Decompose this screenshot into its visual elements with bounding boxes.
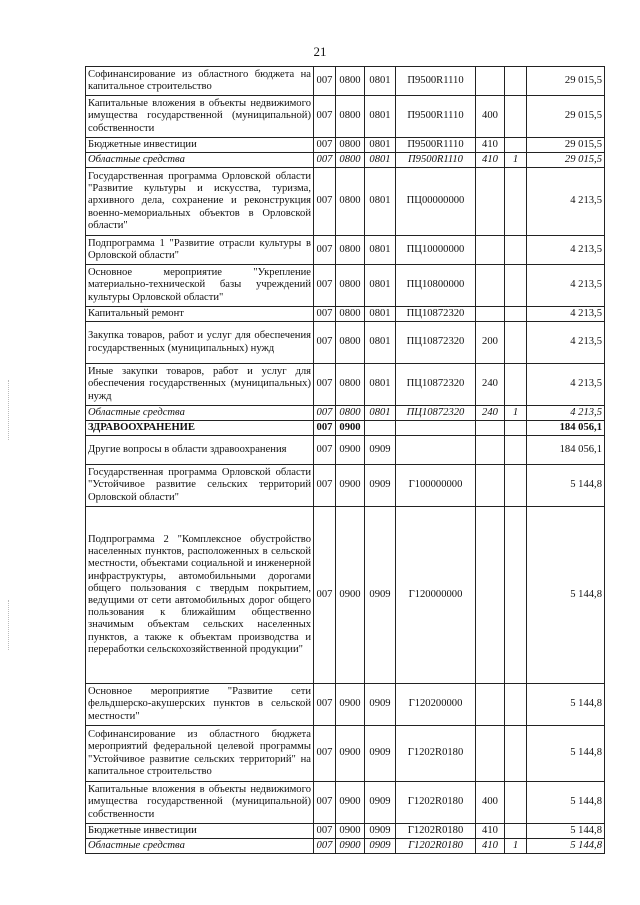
row-target-article: ПЦ10872320 [396, 322, 476, 364]
row-expense-type [476, 726, 505, 782]
row-ved-code: 007 [314, 824, 336, 839]
row-target-article: ПЦ10872320 [396, 307, 476, 322]
row-name: Другие вопросы в области здравоохранения [86, 436, 314, 465]
table-row [86, 96, 605, 138]
row-subsection-code [365, 421, 396, 436]
row-subsection-code: 0909 [365, 436, 396, 465]
row-subsection-code: 0801 [365, 96, 396, 138]
row-subsection-code: 0801 [365, 322, 396, 364]
row-expense-type [476, 465, 505, 507]
row-target-article: П9500R1110 [396, 67, 476, 96]
row-ved-code: 007 [314, 465, 336, 507]
row-amount: 29 015,5 [527, 96, 605, 138]
row-subsection-code: 0801 [365, 168, 396, 236]
row-subsection-code: 0909 [365, 507, 396, 684]
row-ved-code: 007 [314, 436, 336, 465]
row-section-code: 0900 [336, 782, 365, 824]
table-row [86, 265, 605, 307]
row-source [505, 307, 527, 322]
row-source [505, 824, 527, 839]
table-row [86, 307, 605, 322]
row-name: Иные закупки товаров, работ и услуг для обеспечения государственных (муниципальных) нужд [86, 364, 314, 406]
row-amount: 4 213,5 [527, 168, 605, 236]
row-name: Основное мероприятие "Развитие сети фельдшерско-акушерских пунктов в сельской местности" [86, 684, 314, 726]
row-source [505, 138, 527, 153]
row-target-article: П9500R1110 [396, 96, 476, 138]
row-amount: 184 056,1 [527, 436, 605, 465]
row-section-code: 0800 [336, 96, 365, 138]
row-source [505, 507, 527, 684]
row-ved-code: 007 [314, 684, 336, 726]
row-amount: 29 015,5 [527, 153, 605, 168]
table-row [86, 436, 605, 465]
table-row [86, 406, 605, 421]
row-name: Областные средства [86, 153, 314, 168]
row-section-code: 0800 [336, 168, 365, 236]
row-expense-type [476, 307, 505, 322]
row-amount: 29 015,5 [527, 138, 605, 153]
row-ved-code: 007 [314, 726, 336, 782]
row-expense-type: 400 [476, 96, 505, 138]
budget-table [85, 66, 605, 854]
table-row [86, 168, 605, 236]
table-row [86, 824, 605, 839]
row-ved-code: 007 [314, 322, 336, 364]
row-subsection-code: 0801 [365, 406, 396, 421]
row-source [505, 421, 527, 436]
row-target-article: Г120000000 [396, 507, 476, 684]
row-section-code: 0900 [336, 684, 365, 726]
row-name: Государственная программа Орловской области "Развитие культуры и искусства, туризма, архивного дела, сохранение и реконструкция военно-мемориальных объектов в Орловской области" [86, 168, 314, 236]
row-subsection-code: 0909 [365, 782, 396, 824]
table-row [86, 684, 605, 726]
row-name: Софинансирование из областного бюджета мероприятий федеральной целевой программы "Устойчивое развитие сельских территорий" на капитальное строительство [86, 726, 314, 782]
row-target-article: Г1202R0180 [396, 782, 476, 824]
row-section-code: 0800 [336, 322, 365, 364]
row-amount: 184 056,1 [527, 421, 605, 436]
row-subsection-code: 0801 [365, 67, 396, 96]
table-row [86, 421, 605, 436]
row-expense-type [476, 236, 505, 265]
row-name: Закупка товаров, работ и услуг для обеспечения государственных (муниципальных) нужд [86, 322, 314, 364]
row-expense-type [476, 507, 505, 684]
left-margin-marks [8, 600, 11, 650]
row-expense-type: 200 [476, 322, 505, 364]
row-section-code: 0800 [336, 67, 365, 96]
row-source: 1 [505, 153, 527, 168]
row-ved-code: 007 [314, 307, 336, 322]
row-amount: 5 144,8 [527, 782, 605, 824]
row-target-article: ПЦ00000000 [396, 168, 476, 236]
row-target-article: П9500R1110 [396, 153, 476, 168]
row-amount: 4 213,5 [527, 364, 605, 406]
row-subsection-code: 0801 [365, 364, 396, 406]
row-expense-type: 400 [476, 782, 505, 824]
row-source [505, 364, 527, 406]
row-section-code: 0900 [336, 465, 365, 507]
row-amount: 4 213,5 [527, 307, 605, 322]
row-name: Капитальный ремонт [86, 307, 314, 322]
row-subsection-code: 0801 [365, 307, 396, 322]
row-ved-code: 007 [314, 67, 336, 96]
row-section-code: 0800 [336, 153, 365, 168]
row-name: Подпрограмма 2 "Комплексное обустройство населенных пунктов, расположенных в сельской местности, объектами социальной и инженерной инфраструктуры, автомобильными дорогами общего пользования с твердым покрытием, ведущими от сети автомобильных дорог общего пользования к ближайшим общественно значимым объектам сельских населенных пунктов, а также к объектам производства и переработки сельскохозяйственной продукции" [86, 507, 314, 684]
table-row [86, 67, 605, 96]
row-source [505, 684, 527, 726]
row-name: Областные средства [86, 406, 314, 421]
row-source [505, 168, 527, 236]
row-ved-code: 007 [314, 782, 336, 824]
row-target-article: Г1202R0180 [396, 824, 476, 839]
row-source [505, 322, 527, 364]
row-target-article [396, 436, 476, 465]
row-amount: 4 213,5 [527, 406, 605, 421]
row-source [505, 236, 527, 265]
row-name: Бюджетные инвестиции [86, 824, 314, 839]
row-expense-type: 410 [476, 138, 505, 153]
row-ved-code: 007 [314, 153, 336, 168]
row-amount: 4 213,5 [527, 265, 605, 307]
row-subsection-code: 0801 [365, 236, 396, 265]
row-amount: 5 144,8 [527, 839, 605, 854]
row-section-code: 0800 [336, 307, 365, 322]
table-row [86, 726, 605, 782]
row-expense-type [476, 265, 505, 307]
row-expense-type: 410 [476, 824, 505, 839]
row-amount: 4 213,5 [527, 322, 605, 364]
row-section-code: 0800 [336, 138, 365, 153]
row-subsection-code: 0909 [365, 684, 396, 726]
row-section-code: 0900 [336, 436, 365, 465]
row-source [505, 265, 527, 307]
row-expense-type: 240 [476, 406, 505, 421]
row-target-article: Г1202R0180 [396, 839, 476, 854]
row-section-code: 0800 [336, 364, 365, 406]
row-amount: 5 144,8 [527, 726, 605, 782]
row-source: 1 [505, 406, 527, 421]
row-name: Бюджетные инвестиции [86, 138, 314, 153]
row-expense-type [476, 168, 505, 236]
table-row [86, 138, 605, 153]
row-name: ЗДРАВООХРАНЕНИЕ [86, 421, 314, 436]
row-subsection-code: 0801 [365, 153, 396, 168]
row-section-code: 0800 [336, 236, 365, 265]
row-ved-code: 007 [314, 364, 336, 406]
row-target-article: П9500R1110 [396, 138, 476, 153]
row-section-code: 0900 [336, 507, 365, 684]
row-ved-code: 007 [314, 406, 336, 421]
row-expense-type: 410 [476, 839, 505, 854]
table-row [86, 236, 605, 265]
table-row [86, 839, 605, 854]
row-expense-type [476, 67, 505, 96]
row-source [505, 67, 527, 96]
row-ved-code: 007 [314, 507, 336, 684]
row-amount: 5 144,8 [527, 824, 605, 839]
table-row [86, 507, 605, 684]
row-source: 1 [505, 839, 527, 854]
table-row [86, 364, 605, 406]
table-row [86, 153, 605, 168]
row-section-code: 0900 [336, 726, 365, 782]
row-target-article: Г1202R0180 [396, 726, 476, 782]
row-target-article: ПЦ10872320 [396, 364, 476, 406]
row-expense-type [476, 421, 505, 436]
row-subsection-code: 0909 [365, 824, 396, 839]
table-row [86, 465, 605, 507]
row-target-article [396, 421, 476, 436]
row-subsection-code: 0909 [365, 726, 396, 782]
row-ved-code: 007 [314, 138, 336, 153]
row-expense-type: 240 [476, 364, 505, 406]
row-name: Государственная программа Орловской области "Устойчивое развитие сельских территорий Орловской области" [86, 465, 314, 507]
row-name: Капитальные вложения в объекты недвижимого имущества государственной (муниципальной) собственности [86, 782, 314, 824]
row-target-article: ПЦ10000000 [396, 236, 476, 265]
row-source [505, 782, 527, 824]
table-row [86, 782, 605, 824]
row-source [505, 96, 527, 138]
row-amount: 4 213,5 [527, 236, 605, 265]
row-ved-code: 007 [314, 839, 336, 854]
row-subsection-code: 0909 [365, 839, 396, 854]
row-section-code: 0900 [336, 421, 365, 436]
row-subsection-code: 0801 [365, 138, 396, 153]
row-name: Основное мероприятие "Укрепление материально-технической базы учреждений культуры Орловской области" [86, 265, 314, 307]
row-source [505, 436, 527, 465]
row-expense-type: 410 [476, 153, 505, 168]
page-number: 21 [313, 44, 327, 59]
row-target-article: ПЦ10872320 [396, 406, 476, 421]
row-source [505, 726, 527, 782]
row-subsection-code: 0801 [365, 265, 396, 307]
row-expense-type [476, 684, 505, 726]
row-name: Софинансирование из областного бюджета на капитальное строительство [86, 67, 314, 96]
row-target-article: Г120200000 [396, 684, 476, 726]
row-subsection-code: 0909 [365, 465, 396, 507]
row-amount: 5 144,8 [527, 507, 605, 684]
row-target-article: ПЦ10800000 [396, 265, 476, 307]
row-ved-code: 007 [314, 236, 336, 265]
table-row [86, 322, 605, 364]
row-section-code: 0900 [336, 824, 365, 839]
row-name: Подпрограмма 1 "Развитие отрасли культуры в Орловской области" [86, 236, 314, 265]
row-section-code: 0900 [336, 839, 365, 854]
row-section-code: 0800 [336, 265, 365, 307]
row-name: Областные средства [86, 839, 314, 854]
row-amount: 29 015,5 [527, 67, 605, 96]
row-amount: 5 144,8 [527, 684, 605, 726]
row-amount: 5 144,8 [527, 465, 605, 507]
row-ved-code: 007 [314, 96, 336, 138]
left-margin-marks [8, 380, 11, 440]
row-source [505, 465, 527, 507]
row-ved-code: 007 [314, 168, 336, 236]
row-name: Капитальные вложения в объекты недвижимого имущества государственной (муниципальной) собственности [86, 96, 314, 138]
row-target-article: Г100000000 [396, 465, 476, 507]
row-expense-type [476, 436, 505, 465]
row-ved-code: 007 [314, 421, 336, 436]
row-ved-code: 007 [314, 265, 336, 307]
row-section-code: 0800 [336, 406, 365, 421]
